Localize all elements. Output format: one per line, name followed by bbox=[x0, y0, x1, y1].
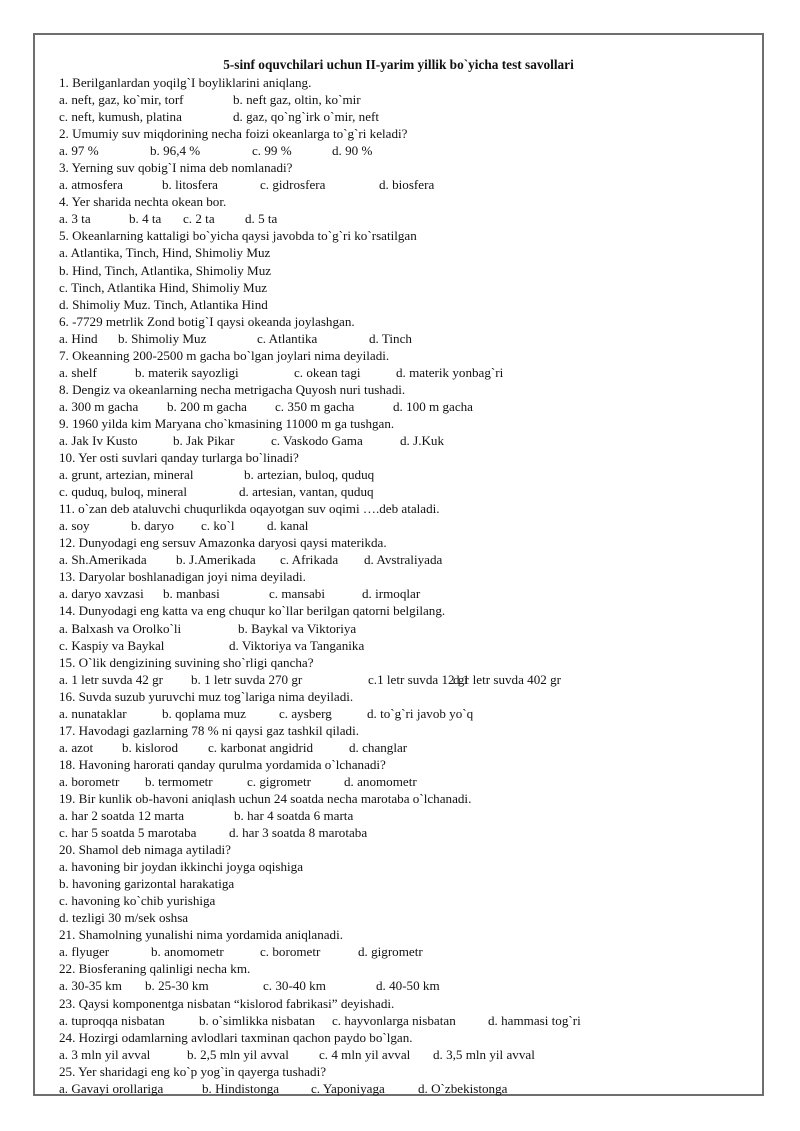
answer-row bbox=[59, 432, 749, 449]
answer-option: d. O`zbekistonga bbox=[418, 1080, 508, 1096]
answer-option: c. har 5 soatda 5 marotaba bbox=[59, 825, 197, 841]
question-22-text: 22. Biosferaning qalinligi necha km. bbox=[59, 961, 251, 977]
question-21-text: 21. Shamolning yunalishi nima yordamida aniqlanadi. bbox=[59, 927, 344, 943]
answer-option: a. Sh.Amerikada bbox=[59, 552, 147, 568]
answer-option: d. har 3 soatda 8 marotaba bbox=[229, 825, 368, 841]
answer-row bbox=[59, 364, 749, 381]
page-title: 5-sinf oquvchilari uchun II-yarim yillik bo`yicha test savollari bbox=[223, 57, 574, 72]
answer-option: c. gigrometr bbox=[247, 773, 311, 789]
answer-option: a. daryo xavzasi bbox=[59, 586, 144, 602]
question-17-text: 17. Havodagi gazlarning 78 % ni qaysi gaz tashkil qiladi. bbox=[59, 722, 359, 738]
answer-option: d. biosfera bbox=[379, 177, 435, 193]
answer-option: b. Hind, Tinch, Atlantika, Shimoliy Muz bbox=[59, 262, 272, 278]
answer-row bbox=[59, 739, 749, 756]
question-7-text: 7. Okeanning 200-2500 m gacha bo`lgan joylari nima deyiladi. bbox=[59, 347, 390, 363]
answer-option: b. 2,5 mln yil avval bbox=[187, 1046, 289, 1062]
answer-row bbox=[59, 977, 749, 994]
answer-option: c. havoning ko`chib yurishiga bbox=[59, 893, 216, 909]
answer-option: a. borometr bbox=[59, 773, 120, 789]
question-24-text: 24. Hozirgi odamlarning avlodlari taxminan qachon paydo bo`lgan. bbox=[59, 1029, 413, 1045]
answer-option: b. 96,4 % bbox=[150, 143, 201, 159]
answer-row bbox=[59, 943, 749, 960]
answer-option: a. 1 letr suvda 42 gr bbox=[59, 671, 163, 687]
answer-option: b. har 4 soatda 6 marta bbox=[234, 808, 354, 824]
answer-option: b. Hindistonga bbox=[202, 1080, 280, 1096]
answer-option: a. 97 % bbox=[59, 143, 99, 159]
answer-option: b. 1 letr suvda 270 gr bbox=[191, 671, 303, 687]
answer-option: d. irmoqlar bbox=[362, 586, 421, 602]
answer-option: a. nunataklar bbox=[59, 705, 127, 721]
answer-row bbox=[59, 620, 749, 637]
answer-option: b. Jak Pikar bbox=[173, 432, 235, 448]
answer-option: d. Tinch bbox=[369, 330, 412, 346]
answer-option: c. okean tagi bbox=[294, 364, 361, 380]
answer-option: c. mansabi bbox=[269, 586, 325, 602]
answer-row bbox=[59, 773, 749, 790]
answer-option: d. 3,5 mln yil avval bbox=[433, 1046, 535, 1062]
answer-option: b. 200 m gacha bbox=[167, 398, 247, 414]
answer-row bbox=[59, 892, 749, 909]
answer-row bbox=[59, 176, 749, 193]
answer-option: d. materik yonbag`ri bbox=[396, 364, 504, 380]
question-16-text: 16. Suvda suzub yuruvchi muz tog`lariga nima deyiladi. bbox=[59, 688, 354, 704]
answer-option: a. 30-35 km bbox=[59, 978, 122, 994]
answer-option: c. Atlantika bbox=[257, 330, 318, 346]
question-8-text: 8. Dengiz va okeanlarning necha metrigacha Quyosh nuri tushadi. bbox=[59, 381, 406, 397]
answer-option: b. Shimoliy Muz bbox=[118, 330, 207, 346]
answer-option: d. 90 % bbox=[332, 143, 373, 159]
answer-option: b. havoning garizontal harakatiga bbox=[59, 876, 235, 892]
answer-option: d. artesian, vantan, quduq bbox=[239, 484, 374, 500]
answer-option: b. artezian, buloq, quduq bbox=[244, 467, 375, 483]
answer-option: d. 5 ta bbox=[245, 211, 278, 227]
answer-option: d. hammasi tog`ri bbox=[488, 1012, 581, 1028]
answer-option: b. o`simlikka nisbatan bbox=[199, 1012, 316, 1028]
question-11-text: 11. o`zan deb ataluvchi chuqurlikda oqayotgan suv oqimi ….deb ataladi. bbox=[59, 501, 440, 517]
answer-option: a. Hind bbox=[59, 330, 98, 346]
answer-row bbox=[59, 824, 749, 841]
answer-option: d. changlar bbox=[349, 739, 408, 755]
answer-option: a. flyuger bbox=[59, 944, 110, 960]
answer-option: b. qoplama muz bbox=[162, 705, 246, 721]
answer-option: b. Baykal va Viktoriya bbox=[238, 620, 357, 636]
answer-option: b. 25-30 km bbox=[145, 978, 209, 994]
answer-option: c. 30-40 km bbox=[263, 978, 326, 994]
answer-option: c. hayvonlarga nisbatan bbox=[332, 1012, 456, 1028]
answer-option: b. manbasi bbox=[163, 586, 220, 602]
answer-option: c. neft, kumush, platina bbox=[59, 109, 182, 125]
answer-row bbox=[59, 858, 749, 875]
answer-option: a. har 2 soatda 12 marta bbox=[59, 808, 185, 824]
answer-option: d. anomometr bbox=[344, 773, 417, 789]
question-3-text: 3. Yerning suv qobig`I nima deb nomlanadi? bbox=[59, 160, 293, 176]
answer-row bbox=[59, 296, 749, 313]
answer-option: d. kanal bbox=[267, 518, 309, 534]
answer-option: d. Viktoriya va Tanganika bbox=[229, 637, 365, 653]
answer-option: a. 300 m gacha bbox=[59, 398, 139, 414]
answer-option: a. Gavayi orollariga bbox=[59, 1080, 164, 1096]
answer-row bbox=[59, 1046, 749, 1063]
answer-row bbox=[59, 262, 749, 279]
answer-option: c. Vaskodo Gama bbox=[271, 432, 363, 448]
question-15-text: 15. O`lik dengizining suvining sho`rligi qancha? bbox=[59, 654, 314, 670]
question-6-text: 6. -7729 metrlik Zond botig`I qaysi okeanda joylashgan. bbox=[59, 313, 355, 329]
answer-option: d. 40-50 km bbox=[376, 978, 440, 994]
question-19-text: 19. Bir kunlik ob-havoni aniqlash uchun 24 soatda necha marotaba o`lchanadi. bbox=[59, 790, 472, 806]
question-23-text: 23. Qaysi komponentga nisbatan “kislorod fabrikasi” deyishadi. bbox=[59, 995, 395, 1011]
answer-row bbox=[59, 330, 749, 347]
answer-option: a. Atlantika, Tinch, Hind, Shimoliy Muz bbox=[59, 245, 271, 261]
question-1-text: 1. Berilganlardan yoqilg`I boyliklarini aniqlang. bbox=[59, 75, 312, 90]
answer-option: d.1 letr suvda 402 gr bbox=[453, 671, 562, 687]
answer-option: c. Kaspiy va Baykal bbox=[59, 637, 165, 653]
answer-option: a. atmosfera bbox=[59, 177, 123, 193]
answer-row bbox=[59, 807, 749, 824]
answer-option: a. Jak Iv Kusto bbox=[59, 432, 138, 448]
question-20-text: 20. Shamol deb nimaga aytiladi? bbox=[59, 842, 231, 858]
answer-row bbox=[59, 585, 749, 602]
answer-row bbox=[59, 108, 749, 125]
answer-option: c. ko`l bbox=[201, 518, 235, 534]
answer-option: b. kislorod bbox=[122, 739, 179, 755]
answer-option: c. borometr bbox=[260, 944, 321, 960]
answer-option: c.1 letr suvda 12 gr bbox=[368, 671, 469, 687]
answer-option: a. shelf bbox=[59, 364, 97, 380]
answer-option: d. tezligi 30 m/sek oshsa bbox=[59, 910, 189, 926]
answer-option: c. Tinch, Atlantika Hind, Shimoliy Muz bbox=[59, 279, 268, 295]
answer-option: a. grunt, artezian, mineral bbox=[59, 467, 194, 483]
answer-option: a. 3 mln yil avval bbox=[59, 1046, 151, 1062]
answer-row bbox=[59, 398, 749, 415]
answer-option: c. gidrosfera bbox=[260, 177, 326, 193]
answer-option: d. to`g`ri javob yo`q bbox=[367, 705, 474, 721]
answer-option: a. neft, gaz, ko`mir, torf bbox=[59, 92, 184, 108]
answer-option: a. Balxash va Orolko`li bbox=[59, 620, 182, 636]
question-list bbox=[59, 74, 749, 1097]
answer-row bbox=[59, 210, 749, 227]
answer-option: b. anomometr bbox=[151, 944, 224, 960]
question-13-text: 13. Daryolar boshlanadigan joyi nima deyiladi. bbox=[59, 569, 306, 585]
answer-option: b. neft gaz, oltin, ko`mir bbox=[233, 92, 361, 108]
answer-row bbox=[59, 142, 749, 159]
question-5-text: 5. Okeanlarning kattaligi bo`yicha qaysi javobda to`g`ri ko`rsatilgan bbox=[59, 228, 417, 244]
answer-option: d. Avstraliyada bbox=[364, 552, 443, 568]
answer-row bbox=[59, 551, 749, 568]
answer-option: d. gaz, qo`ng`irk o`mir, neft bbox=[233, 109, 380, 125]
answer-option: a. soy bbox=[59, 518, 90, 534]
answer-row bbox=[59, 91, 749, 108]
question-9-text: 9. 1960 yilda kim Maryana cho`kmasining 11000 m ga tushgan. bbox=[59, 415, 395, 431]
question-14-text: 14. Dunyodagi eng katta va eng chuqur ko`llar berilgan qatorni belgilang. bbox=[59, 603, 446, 619]
answer-row bbox=[59, 909, 749, 926]
answer-option: c. 2 ta bbox=[183, 211, 215, 227]
answer-option: c. karbonat angidrid bbox=[208, 739, 314, 755]
test-page bbox=[33, 33, 764, 1096]
answer-row bbox=[59, 279, 749, 296]
answer-option: c. aysberg bbox=[279, 705, 332, 721]
answer-option: b. J.Amerikada bbox=[176, 552, 256, 568]
answer-option: c. 350 m gacha bbox=[275, 398, 355, 414]
answer-option: b. 4 ta bbox=[129, 211, 162, 227]
answer-row bbox=[59, 875, 749, 892]
answer-row bbox=[59, 466, 749, 483]
question-2-text: 2. Umumiy suv miqdorining necha foizi okeanlarga to`g`ri keladi? bbox=[59, 126, 408, 142]
answer-option: d. J.Kuk bbox=[400, 432, 445, 448]
answer-row bbox=[59, 637, 749, 654]
answer-row bbox=[59, 244, 749, 261]
answer-option: a. 3 ta bbox=[59, 211, 91, 227]
answer-option: a. havoning bir joydan ikkinchi joyga oqishiga bbox=[59, 859, 304, 875]
answer-option: d. Shimoliy Muz. Tinch, Atlantika Hind bbox=[59, 296, 268, 312]
answer-option: a. azot bbox=[59, 739, 94, 755]
answer-option: d. 100 m gacha bbox=[393, 398, 473, 414]
answer-option: b. daryo bbox=[131, 518, 174, 534]
answer-row bbox=[59, 705, 749, 722]
answer-option: c. Yaponiyaga bbox=[311, 1080, 385, 1096]
answer-option: c. quduq, buloq, mineral bbox=[59, 484, 188, 500]
answer-option: b. litosfera bbox=[162, 177, 218, 193]
answer-option: c. 99 % bbox=[252, 143, 292, 159]
question-18-text: 18. Havoning harorati qanday qurulma yordamida o`lchanadi? bbox=[59, 756, 386, 772]
answer-option: d. gigrometr bbox=[358, 944, 423, 960]
answer-row bbox=[59, 1080, 749, 1097]
question-10-text: 10. Yer osti suvlari qanday turlarga bo`linadi? bbox=[59, 450, 299, 466]
answer-option: c. 4 mln yil avval bbox=[319, 1046, 411, 1062]
answer-row bbox=[59, 671, 749, 688]
question-4-text: 4. Yer sharida nechta okean bor. bbox=[59, 194, 227, 210]
question-25-text: 25. Yer sharidagi eng ko`p yog`in qayerga tushadi? bbox=[59, 1063, 327, 1079]
answer-option: a. tuproqqa nisbatan bbox=[59, 1012, 165, 1028]
question-12-text: 12. Dunyodagi eng sersuv Amazonka daryosi qaysi materikda. bbox=[59, 535, 387, 551]
answer-row bbox=[59, 1012, 749, 1029]
answer-row bbox=[59, 517, 749, 534]
answer-option: b. materik sayozligi bbox=[135, 364, 239, 380]
answer-option: b. termometr bbox=[145, 773, 213, 789]
answer-row bbox=[59, 483, 749, 500]
answer-option: c. Afrikada bbox=[280, 552, 339, 568]
